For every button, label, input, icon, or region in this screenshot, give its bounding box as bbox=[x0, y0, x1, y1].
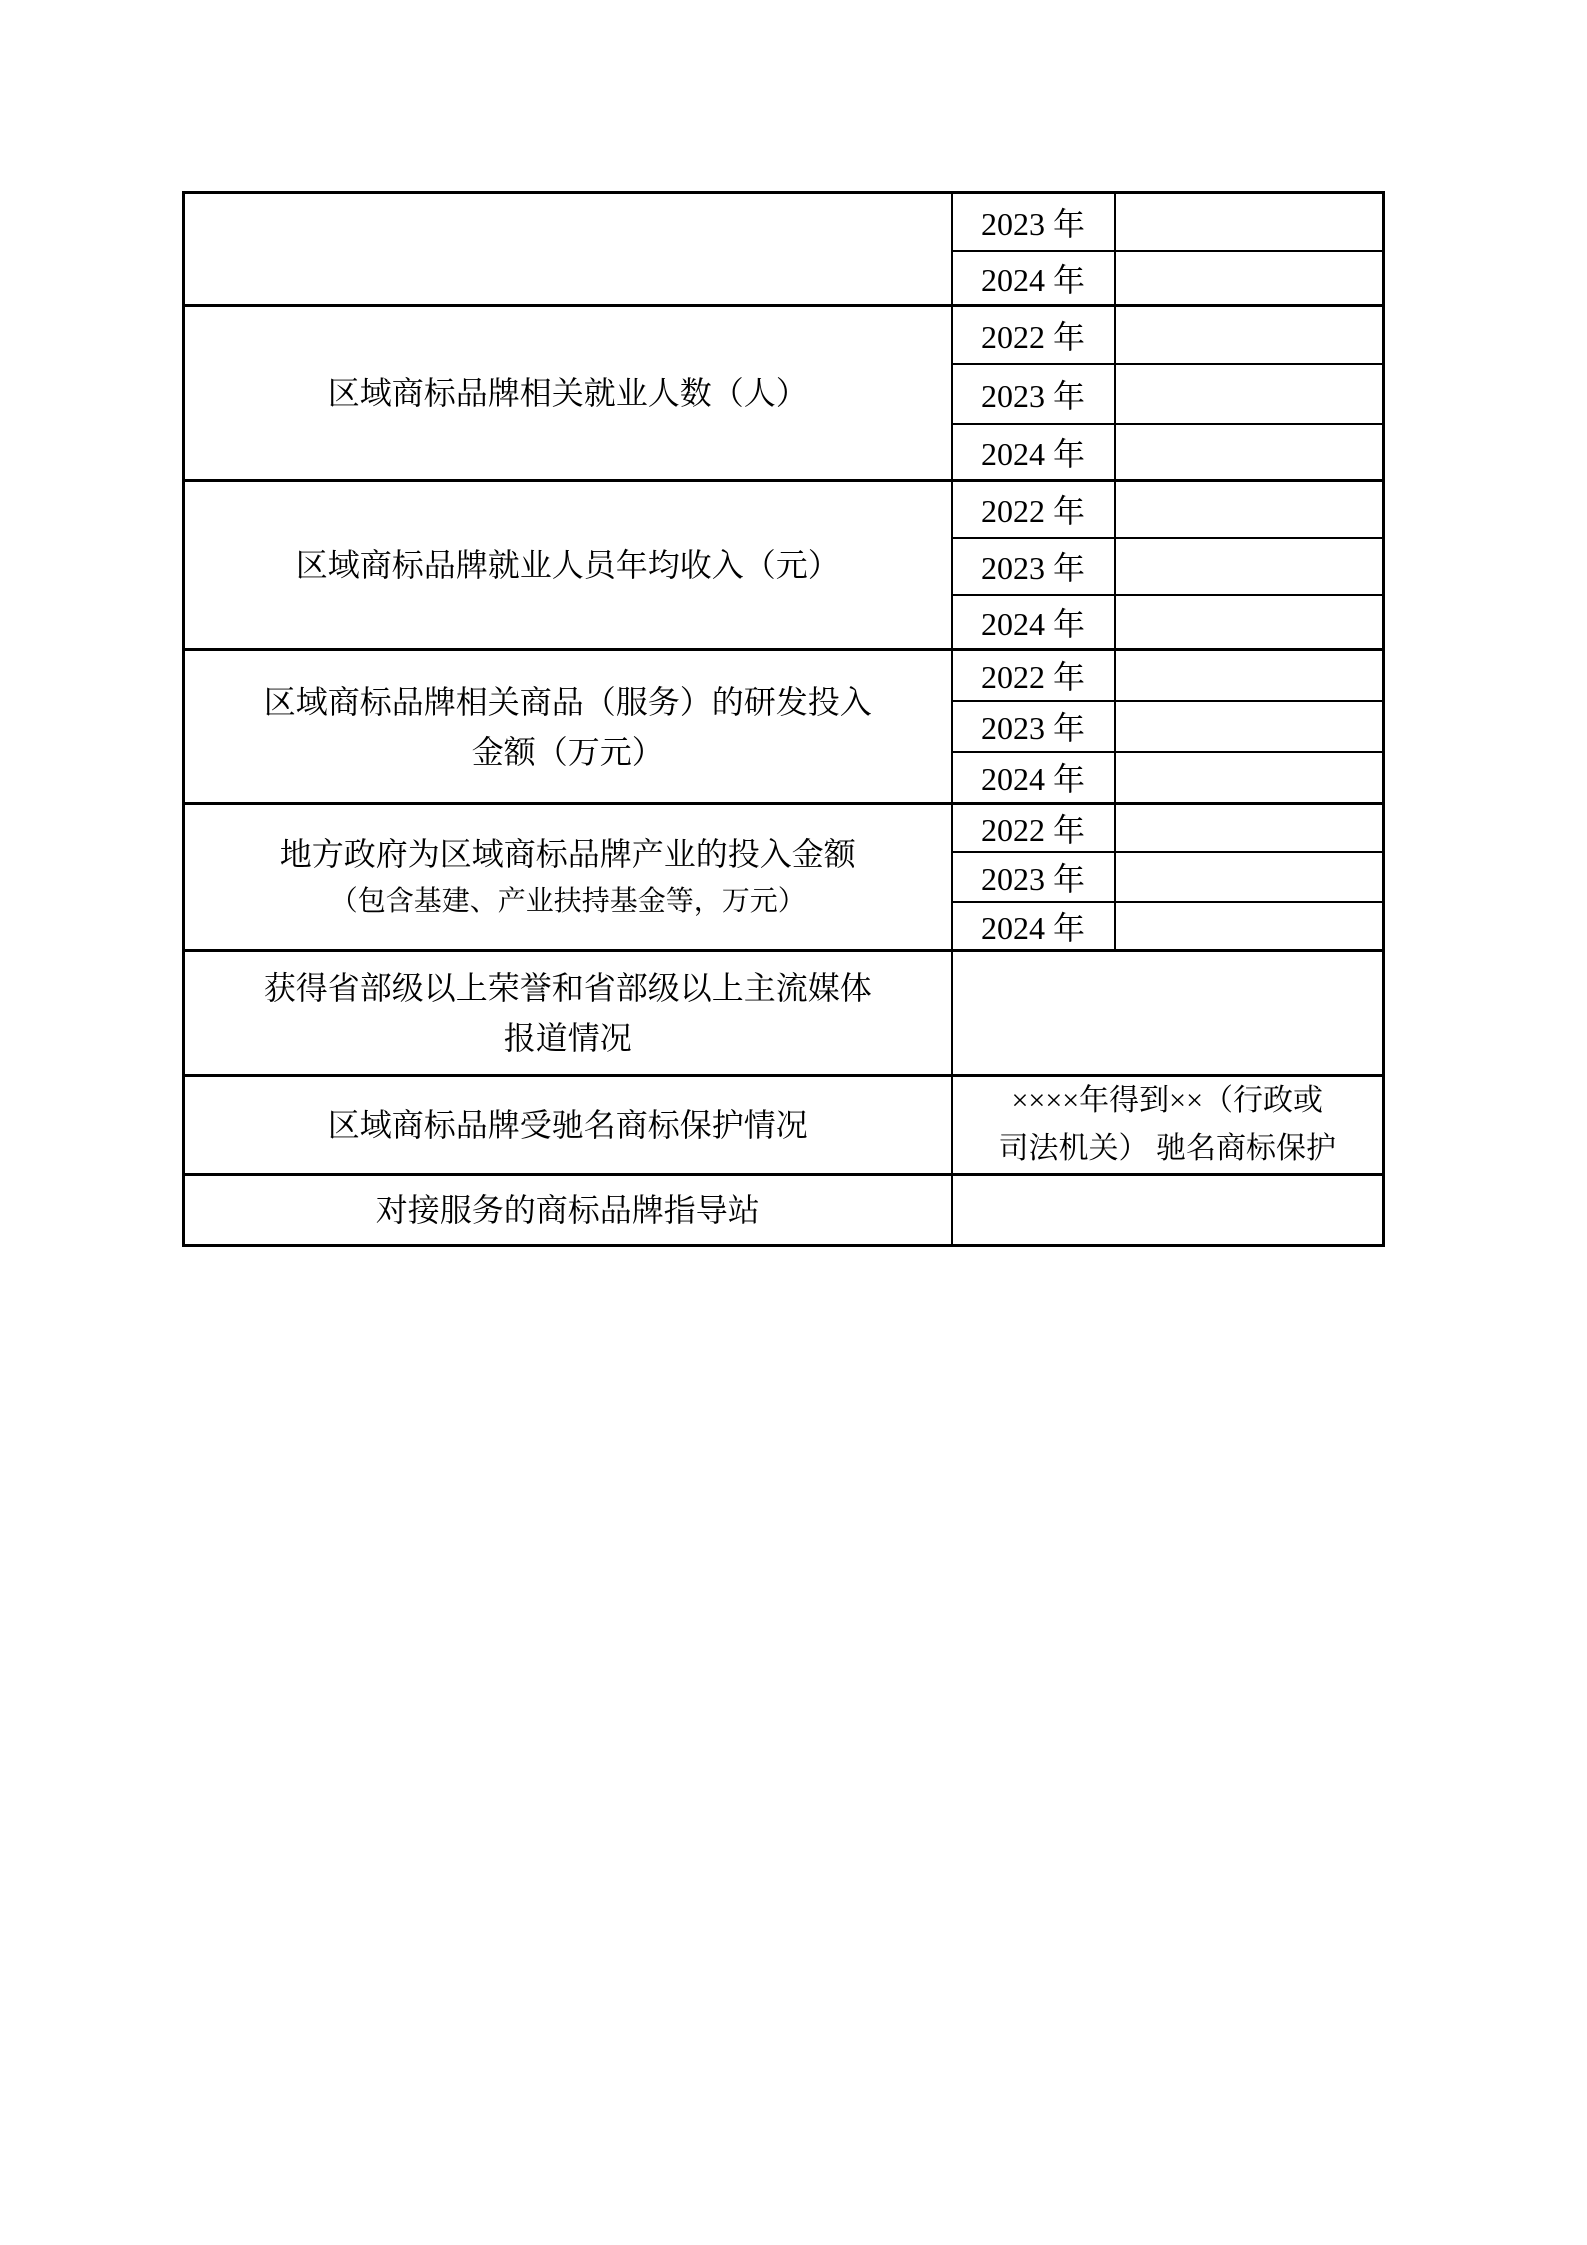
table-row bbox=[184, 804, 1384, 853]
footer-label-cell bbox=[184, 1175, 952, 1246]
footer-value-line: 司法机关） 驰名商标保护 bbox=[998, 1132, 1336, 1165]
year-cell: 2024 年 bbox=[952, 424, 1115, 481]
year-cell: 2023 年 bbox=[952, 364, 1115, 424]
year-cell: 2023 年 bbox=[952, 852, 1115, 902]
footer-label-line: 区域商标品牌受驰名商标保护情况 bbox=[327, 1107, 808, 1143]
value-cell bbox=[1115, 701, 1384, 752]
group-label-cell bbox=[184, 804, 952, 951]
table-row bbox=[184, 481, 1384, 538]
year-cell: 2024 年 bbox=[952, 251, 1115, 306]
value-cell bbox=[1115, 804, 1384, 853]
group-label-line: 区域商标品牌就业人员年均收入（元） bbox=[295, 547, 840, 583]
year-cell: 2022 年 bbox=[952, 650, 1115, 701]
group-label-cell bbox=[184, 481, 952, 650]
value-cell bbox=[1115, 193, 1384, 251]
footer-value-line: ××××年得到××（行政或 bbox=[1011, 1084, 1323, 1117]
group-label-cell bbox=[184, 193, 952, 306]
year-cell: 2023 年 bbox=[952, 538, 1115, 595]
table-row bbox=[184, 650, 1384, 701]
value-cell bbox=[1115, 902, 1384, 951]
year-cell: 2022 年 bbox=[952, 306, 1115, 364]
footer-value-cell bbox=[952, 1175, 1384, 1246]
year-cell: 2024 年 bbox=[952, 752, 1115, 804]
form-table bbox=[182, 191, 1385, 1247]
group-label-line: 地方政府为区域商标品牌产业的投入金额 bbox=[279, 836, 856, 872]
year-cell: 2024 年 bbox=[952, 902, 1115, 951]
group-label-line: 区域商标品牌相关商品（服务）的研发投入 bbox=[263, 683, 872, 720]
footer-value-cell bbox=[952, 1076, 1384, 1175]
year-cell: 2023 年 bbox=[952, 701, 1115, 752]
year-cell: 2024 年 bbox=[952, 595, 1115, 650]
footer-row bbox=[184, 1175, 1384, 1246]
value-cell bbox=[1115, 251, 1384, 306]
group-label-note: （包含基建、产业扶持基金等，万元） bbox=[329, 886, 806, 917]
year-cell: 2023 年 bbox=[952, 193, 1115, 251]
year-cell: 2022 年 bbox=[952, 481, 1115, 538]
footer-label-line: 对接服务的商标品牌指导站 bbox=[375, 1192, 760, 1228]
value-cell bbox=[1115, 595, 1384, 650]
value-cell bbox=[1115, 481, 1384, 538]
table-row bbox=[184, 193, 1384, 251]
group-label-line: 区域商标品牌相关就业人数（人） bbox=[327, 375, 808, 411]
table-row bbox=[184, 306, 1384, 364]
value-cell bbox=[1115, 364, 1384, 424]
footer-label-cell bbox=[184, 951, 952, 1076]
group-label-line: 金额（万元） bbox=[471, 733, 664, 770]
value-cell bbox=[1115, 752, 1384, 804]
value-cell bbox=[1115, 852, 1384, 902]
value-cell bbox=[1115, 538, 1384, 595]
group-label-cell bbox=[184, 650, 952, 804]
footer-label-line: 获得省部级以上荣誉和省部级以上主流媒体 bbox=[263, 970, 872, 1006]
footer-label-cell bbox=[184, 1076, 952, 1175]
footer-value-cell bbox=[952, 951, 1384, 1076]
footer-row bbox=[184, 951, 1384, 1076]
footer-row bbox=[184, 1076, 1384, 1175]
value-cell bbox=[1115, 650, 1384, 701]
value-cell bbox=[1115, 306, 1384, 364]
group-label-cell bbox=[184, 306, 952, 481]
footer-label-line: 报道情况 bbox=[503, 1020, 632, 1056]
value-cell bbox=[1115, 424, 1384, 481]
year-cell: 2022 年 bbox=[952, 804, 1115, 853]
